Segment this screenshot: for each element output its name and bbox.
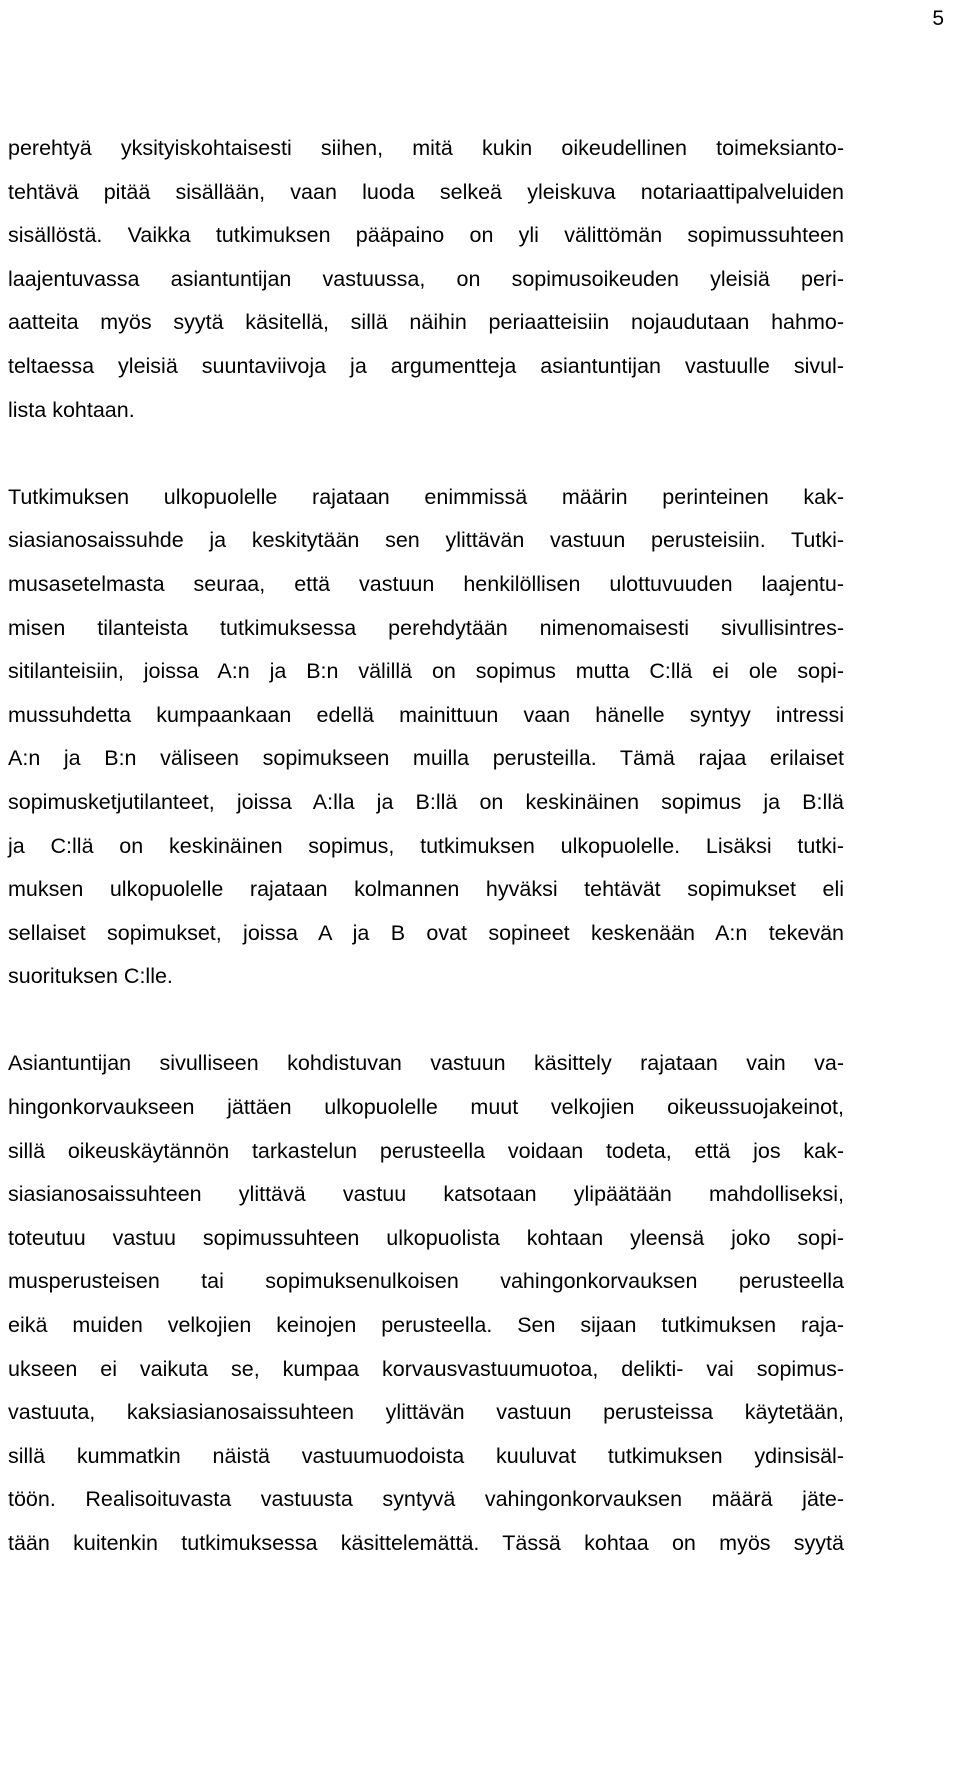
- text-line: eikä muiden velkojien keinojen perusteella. Sen sijaan tutkimuksen raja-: [8, 1313, 844, 1338]
- paragraph-1: [8, 127, 844, 432]
- text-line: laajentuvassa asiantuntijan vastuussa, on sopimusoikeuden yleisiä peri-: [8, 266, 844, 291]
- paragraph-2: [8, 476, 844, 999]
- text-line: ja C:llä on keskinäinen sopimus, tutkimuksen ulkopuolelle. Lisäksi tutki-: [8, 833, 844, 858]
- text-line: sisällöstä. Vaikka tutkimuksen pääpaino on yli välittömän sopimussuhteen: [8, 223, 844, 248]
- paragraph-spacer: [8, 999, 844, 1043]
- text-line: sillä oikeuskäytännön tarkastelun perusteella voidaan todeta, että jos kak-: [8, 1138, 844, 1163]
- text-line: A:n ja B:n väliseen sopimukseen muilla perusteilla. Tämä rajaa erilaiset: [8, 746, 844, 771]
- text-line: suorituksen C:lle.: [8, 964, 173, 989]
- text-line: hingonkorvaukseen jättäen ulkopuolelle muut velkojien oikeussuojakeinot,: [8, 1095, 844, 1120]
- text-line: misen tilanteista tutkimuksessa perehdytään nimenomaisesti sivullisintres-: [8, 615, 844, 640]
- text-line: sopimusketjutilanteet, joissa A:lla ja B:llä on keskinäinen sopimus ja B:llä: [8, 789, 844, 814]
- paragraph-spacer: [8, 432, 844, 476]
- text-line: sellaiset sopimukset, joissa A ja B ovat sopineet keskenään A:n tekevän: [8, 920, 844, 945]
- body-text: [8, 127, 844, 1566]
- text-line: töön. Realisoituvasta vastuusta syntyvä vahingonkorvauksen määrä jäte-: [8, 1487, 844, 1512]
- page-number: 5: [932, 7, 944, 30]
- text-line: mussuhdetta kumpaankaan edellä mainittuun vaan hänelle syntyy intressi: [8, 702, 844, 727]
- text-line: muksen ulkopuolelle rajataan kolmannen hyväksi tehtävät sopimukset eli: [8, 877, 844, 902]
- text-line: sitilanteisiin, joissa A:n ja B:n välillä on sopimus mutta C:llä ei ole sopi-: [8, 659, 844, 684]
- text-line: musasetelmasta seuraa, että vastuun henkilöllisen ulottuvuuden laajentu-: [8, 571, 844, 596]
- text-line: Asiantuntijan sivulliseen kohdistuvan vastuun käsittely rajataan vain va-: [8, 1051, 844, 1076]
- text-line: tään kuitenkin tutkimuksessa käsittelemättä. Tässä kohtaa on myös syytä: [8, 1531, 844, 1555]
- text-line: Tutkimuksen ulkopuolelle rajataan enimmissä määrin perinteinen kak-: [8, 484, 844, 509]
- text-line: perehtyä yksityiskohtaisesti siihen, mitä kukin oikeudellinen toimeksianto-: [8, 136, 844, 160]
- text-line: siasianosaissuhteen ylittävä vastuu katsotaan ylipäätään mahdolliseksi,: [8, 1182, 844, 1207]
- text-line: tehtävä pitää sisällään, vaan luoda selkeä yleiskuva notariaattipalveluiden: [8, 179, 844, 204]
- text-line: vastuuta, kaksiasianosaissuhteen ylittävän vastuun perusteissa käytetään,: [8, 1400, 844, 1425]
- text-line: musperusteisen tai sopimuksenulkoisen vahingonkorvauksen perusteella: [8, 1269, 844, 1294]
- text-line: aatteita myös syytä käsitellä, sillä näihin periaatteisiin nojaudutaan hahmo-: [8, 310, 844, 335]
- text-line: toteutuu vastuu sopimussuhteen ulkopuolista kohtaan yleensä joko sopi-: [8, 1225, 844, 1250]
- text-line: ukseen ei vaikuta se, kumpaa korvausvastuumuotoa, delikti- vai sopimus-: [8, 1356, 844, 1381]
- text-line: teltaessa yleisiä suuntaviivoja ja argumentteja asiantuntijan vastuulle sivul-: [8, 353, 844, 378]
- text-line: siasianosaissuhde ja keskitytään sen ylittävän vastuun perusteisiin. Tutki-: [8, 528, 844, 553]
- text-line: sillä kummatkin näistä vastuumuodoista kuuluvat tutkimuksen ydinsisäl-: [8, 1443, 844, 1468]
- paragraph-3: [8, 1042, 844, 1565]
- text-line: lista kohtaan.: [8, 397, 135, 422]
